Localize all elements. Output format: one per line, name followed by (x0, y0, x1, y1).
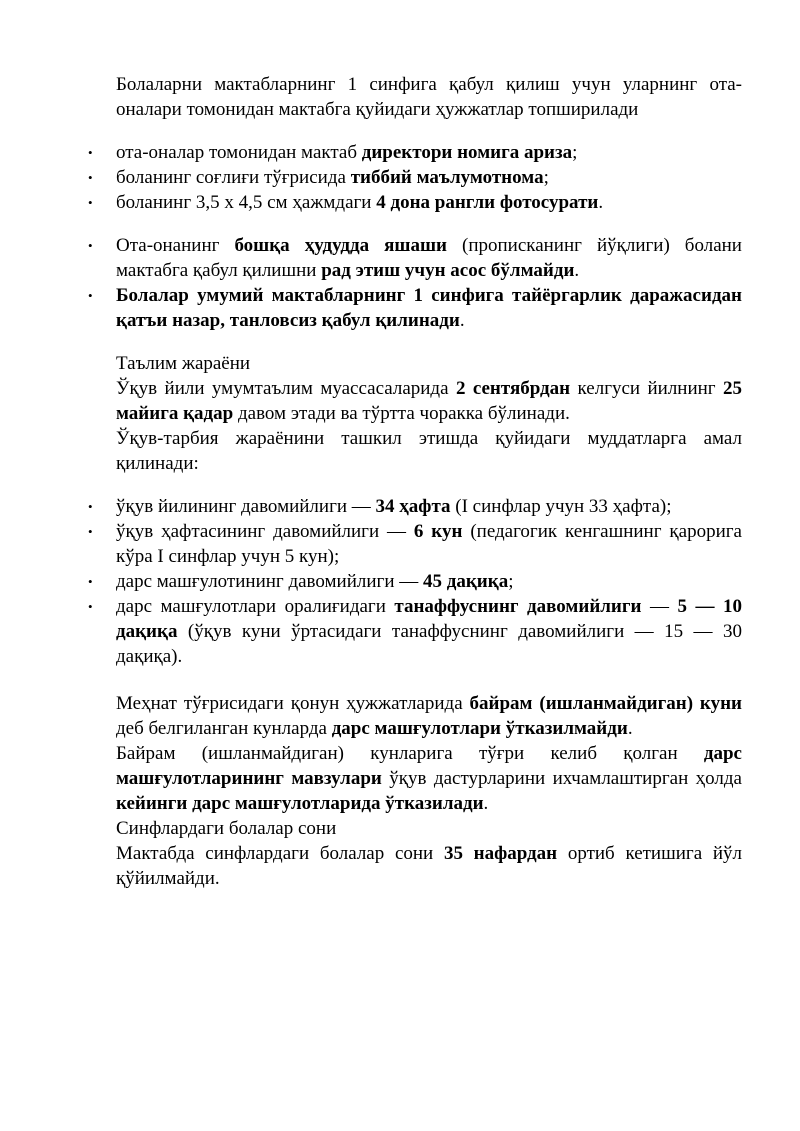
bullet-icon: • (88, 524, 93, 539)
list-item: • ота-оналар томонидан мактаб директори номига ариза; (88, 142, 578, 163)
section-heading-process: Таълим жараёни (116, 353, 251, 374)
bullet-icon: • (88, 170, 93, 185)
list-item: • дарс машғулотлари оралиғидаги танаффуснинг давомийлиги — 5 — 10 дақиқа (ўқув куни ўртасидаги танаффуснинг давомийлиги — 15 — 30 дақиқа). (88, 596, 742, 667)
bullet-icon: • (88, 238, 93, 253)
bullet-icon: • (88, 195, 93, 210)
list-item: • ўқув йилининг давомийлиги — 34 ҳафта (I синфлар учун 33 ҳафта); (88, 496, 672, 517)
list-item: • боланинг соғлиғи тўғрисида тиббий маълумотнома; (88, 167, 549, 188)
list-item: • дарс машғулотининг давомийлиги — 45 дақиқа; (88, 571, 514, 592)
list-item: • боланинг 3,5 x 4,5 см ҳажмдаги 4 дона рангли фотосурати. (88, 192, 604, 213)
section-heading-class-size: Синфлардаги болалар сони (116, 818, 337, 839)
process-paragraph-2: Ўқув-тарбия жараёнини ташкил этишда қуйидаги муддатларга амал қилинади: (116, 428, 742, 474)
required-documents-list (88, 140, 742, 215)
bullet-icon: • (88, 574, 93, 589)
durations-list (88, 494, 742, 669)
admission-rules-list (88, 233, 742, 333)
bullet-icon: • (88, 499, 93, 514)
holidays-paragraph-1: Меҳнат тўғрисидаги қонун ҳужжатларида байрам (ишланмайдиган) куни деб белгиланган кунларда дарс машғулотлари ўтказилмайди. (116, 693, 742, 739)
bullet-icon: • (88, 599, 93, 614)
list-item: • ўқув ҳафтасининг давомийлиги — 6 кун (педагогик кенгашнинг қарорига кўра I синфлар учун 5 кун); (88, 521, 742, 567)
intro-paragraph: Болаларни мактабларнинг 1 синфига қабул қилиш учун уларнинг ота-оналари томонидан мактабга қуйидаги ҳужжатлар топширилади (116, 74, 742, 120)
document-page (88, 72, 742, 891)
bullet-icon: • (88, 288, 93, 303)
process-paragraph-1: Ўқув йили умумтаълим муассасаларида 2 сентябрдан келгуси йилнинг 25 майига қадар давом этади ва тўртта чоракка бўлинади. (116, 378, 742, 424)
class-size-paragraph: Мактабда синфлардаги болалар сони 35 нафардан ортиб кетишига йўл қўйилмайди. (116, 843, 742, 889)
bullet-icon: • (88, 145, 93, 160)
list-item: • Ота-онанинг бошқа ҳудудда яшаши (прописканинг йўқлиги) болани мактабга қабул қилишни рад этиш учун асос бўлмайди. (88, 235, 742, 281)
holidays-paragraph-2: Байрам (ишланмайдиган) кунларига тўғри келиб қолган дарс машғулотларининг мавзулари ўқув дастурларини ихчамлаштирган ҳолда кейинги дарс машғулотларида ўтказилади. (116, 743, 742, 814)
list-item: • Болалар умумий мактабларнинг 1 синфига тайёргарлик даражасидан қатъи назар, танловсиз қабул қилинади. (88, 285, 742, 331)
